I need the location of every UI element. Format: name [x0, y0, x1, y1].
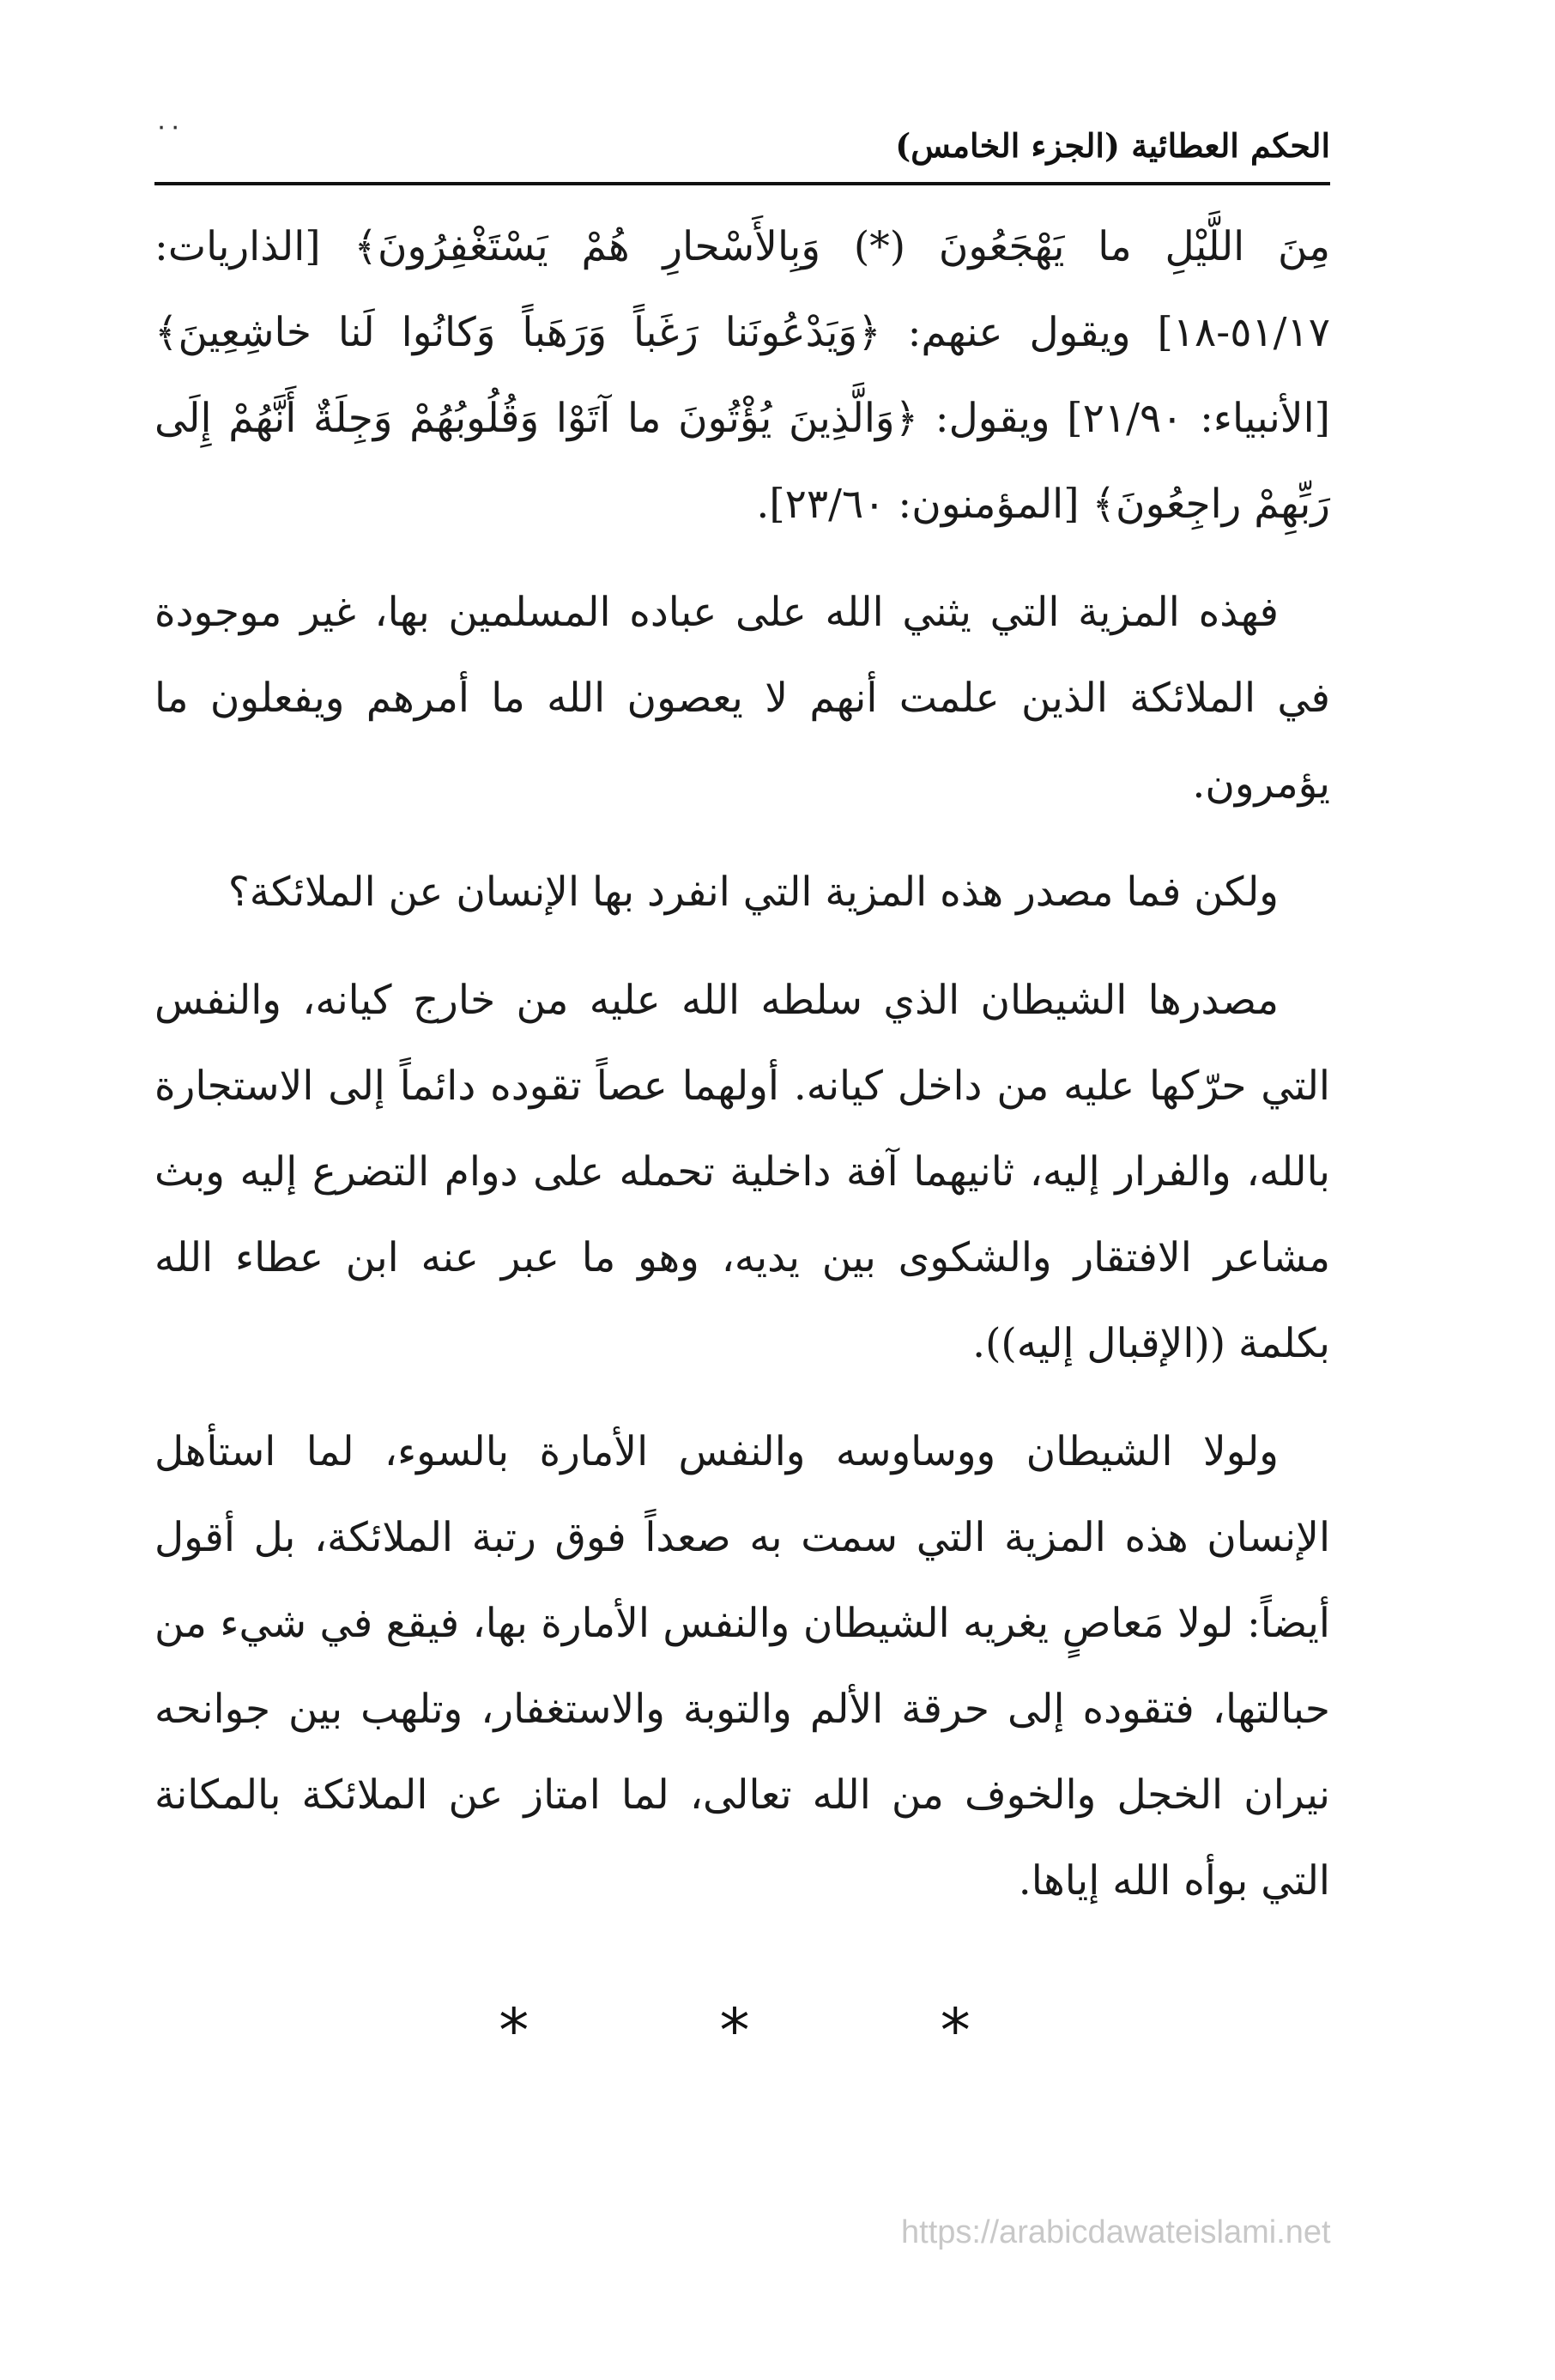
paragraph-angels-comparison: فهذه المزية التي يثني الله على عباده المسلمين بها، غير موجودة في الملائكة الذين علمت أنهم لا يعصون الله ما أمرهم ويفعلون ما يؤمرون. — [154, 589, 1331, 808]
paragraph-question: ولكن فما مصدر هذه المزية التي انفرد بها الإنسان عن الملائكة؟ — [227, 869, 1279, 916]
header-rule — [154, 182, 1330, 185]
paragraph-conclusion: ولولا الشيطان ووساوسه والنفس الأمارة بالسوء، لما استأهل الإنسان هذه المزية التي سمت به صعداً فوق رتبة الملائكة، بل أقول أيضاً: لولا مَعاصٍ يغريه الشيطان والنفس الأمارة بها، فيقع في شيء من حبالتها، فتقوده إلى حرقة الألم والتوبة والاستغفار، وتلهب بين جوانحه نيران الخجل والخوف من الله تعالى، لما امتاز عن الملائكة بالمكانة التي بوأه الله إياها. — [154, 1428, 1330, 1905]
page-number: ٠٠ — [154, 112, 183, 142]
paragraph-source: مصدرها الشيطان الذي سلطه الله عليه من خارج كيانه، والنفس التي حرّكها عليه من داخل كيانه. أولهما عصاً تقوده دائماً إلى الاستجارة بالله، والفرار إليه، ثانيهما آفة داخلية تحمله على دوام التضرع إليه وبث مشاعر الافتقار والشكوى بين يديه، وهو ما عبر عنه ابن عطاء الله بكلمة ((الإقبال إليه)). — [154, 977, 1330, 1367]
body-text — [154, 204, 1330, 1924]
running-header — [154, 112, 1330, 180]
header-title: الحكم العطائية (الجزء الخامس) — [895, 126, 1330, 165]
watermark-url: https://arabicdawateislami.net — [901, 2214, 1331, 2250]
section-separator: * * * — [499, 1995, 1056, 2066]
paragraph-verse-continuation: مِنَ اللَّيْلِ ما يَهْجَعُونَ (*) وَبِالأَسْحارِ هُمْ يَسْتَغْفِرُونَ﴾ [الذاريات: ٥١/١٧-١٨] ويقول عنهم: ﴿وَيَدْعُونَنا رَغَباً وَرَهَباً وَكانُوا لَنا خاشِعِينَ﴾ [الأنبياء: ٢١/٩٠] ويقول: ﴿وَالَّذِينَ يُؤْتُونَ ما آتَوْا وَقُلُوبُهُمْ وَجِلَةٌ أَنَّهُمْ إِلَى رَبِّهِمْ راجِعُونَ﴾ [المؤمنون: ٢٣/٦٠]. — [154, 223, 1330, 528]
